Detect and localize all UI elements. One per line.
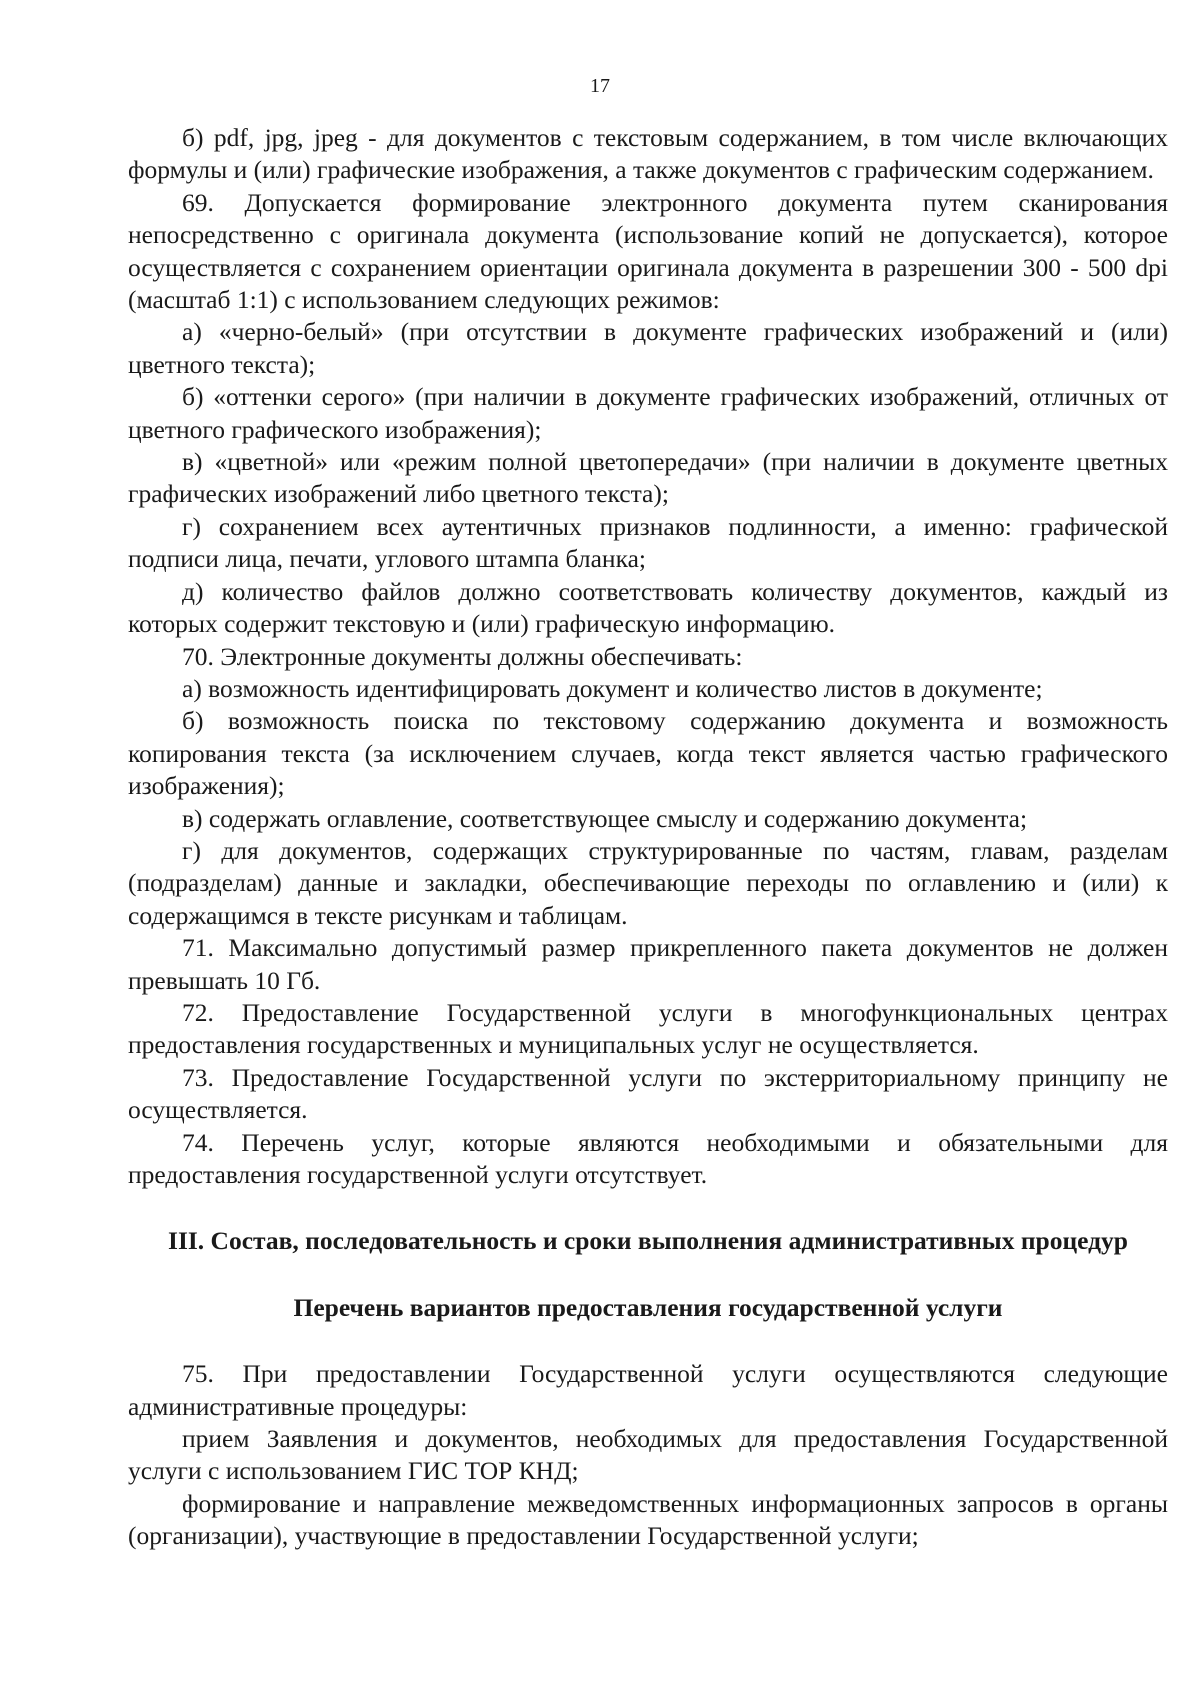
paragraph-70-v: в) содержать оглавление, соответствующее смыслу и содержанию документа; (182, 803, 1028, 833)
subsection-heading: Перечень вариантов предоставления государственной услуги (293, 1292, 1003, 1322)
paragraph-75: 75. При предоставлении Государственной услуги осуществляются следующие административные процедуры: (128, 1359, 1168, 1421)
document-body (128, 122, 1168, 1553)
paragraph-75-item-2: формирование и направление межведомственных информационных запросов в органы (организации), участвующие в предоставлении Государственной услуги; (128, 1488, 1168, 1551)
paragraph-69-v: в) «цветной» или «режим полной цветопередачи» (при наличии в документе цветных графических изображений либо цветного текста); (128, 447, 1168, 509)
paragraph-75-item-1: прием Заявления и документов, необходимых для предоставления Государственной услуги с использованием ГИС ТОР КНД; (128, 1424, 1168, 1486)
paragraph-70-b: б) возможность поиска по текстовому содержанию документа и возможность копирования текста (за исключением случаев, когда текст является частью графического изображения); (128, 706, 1168, 801)
paragraph-69-a: а) «черно-белый» (при отсутствии в документе графических изображений и (или) цветного текста); (128, 317, 1168, 379)
paragraph-69-g: г) сохранением всех аутентичных признаков подлинности, а именно: графической подписи лица, печати, углового штампа бланка; (128, 511, 1168, 574)
paragraph-70-a: а) возможность идентифицировать документ и количество листов в документе; (182, 673, 1043, 703)
paragraph-72: 72. Предоставление Государственной услуги в многофункциональных центрах предоставления государственных и муниципальных услуг не осуществляется. (128, 997, 1168, 1060)
paragraph-69: 69. Допускается формирование электронного документа путем сканирования непосредственно с оригинала документа (использование копий не допускается), которое осуществляется с сохранением ориентации оригинала документа в разрешении 300 - 500 dpi (масштаб 1:1) с использованием следующих режимов: (128, 187, 1168, 315)
paragraph-70: 70. Электронные документы должны обеспечивать: (182, 641, 743, 671)
paragraph-b-formats: б) pdf, jpg, jpeg - для документов с текстовым содержанием, в том числе включающих формулы и (или) графические изображения, а также документов с графическим содержанием. (128, 123, 1168, 185)
page-number: 17 (590, 75, 610, 97)
paragraph-69-d: д) количество файлов должно соответствовать количеству документов, каждый из которых содержит текстовую и (или) графическую информацию. (128, 576, 1168, 639)
section-heading: III. Состав, последовательность и сроки выполнения административных процедур (168, 1226, 1128, 1256)
paragraph-74: 74. Перечень услуг, которые являются необходимыми и обязательными для предоставления государственной услуги отсутствует. (128, 1127, 1168, 1189)
paragraph-70-g: г) для документов, содержащих структурированные по частям, главам, разделам (подразделам) данные и закладки, обеспечивающие переходы по оглавлению и (или) к содержащимся в тексте рисункам и таблицам. (128, 835, 1168, 930)
paragraph-71: 71. Максимально допустимый размер прикрепленного пакета документов не должен превышать 10 Гб. (128, 933, 1168, 995)
paragraph-69-b: б) «оттенки серого» (при наличии в документе графических изображений, отличных от цветного графического изображения); (128, 382, 1168, 444)
paragraph-73: 73. Предоставление Государственной услуги по экстерриториальному принципу не осуществляется. (128, 1062, 1168, 1125)
